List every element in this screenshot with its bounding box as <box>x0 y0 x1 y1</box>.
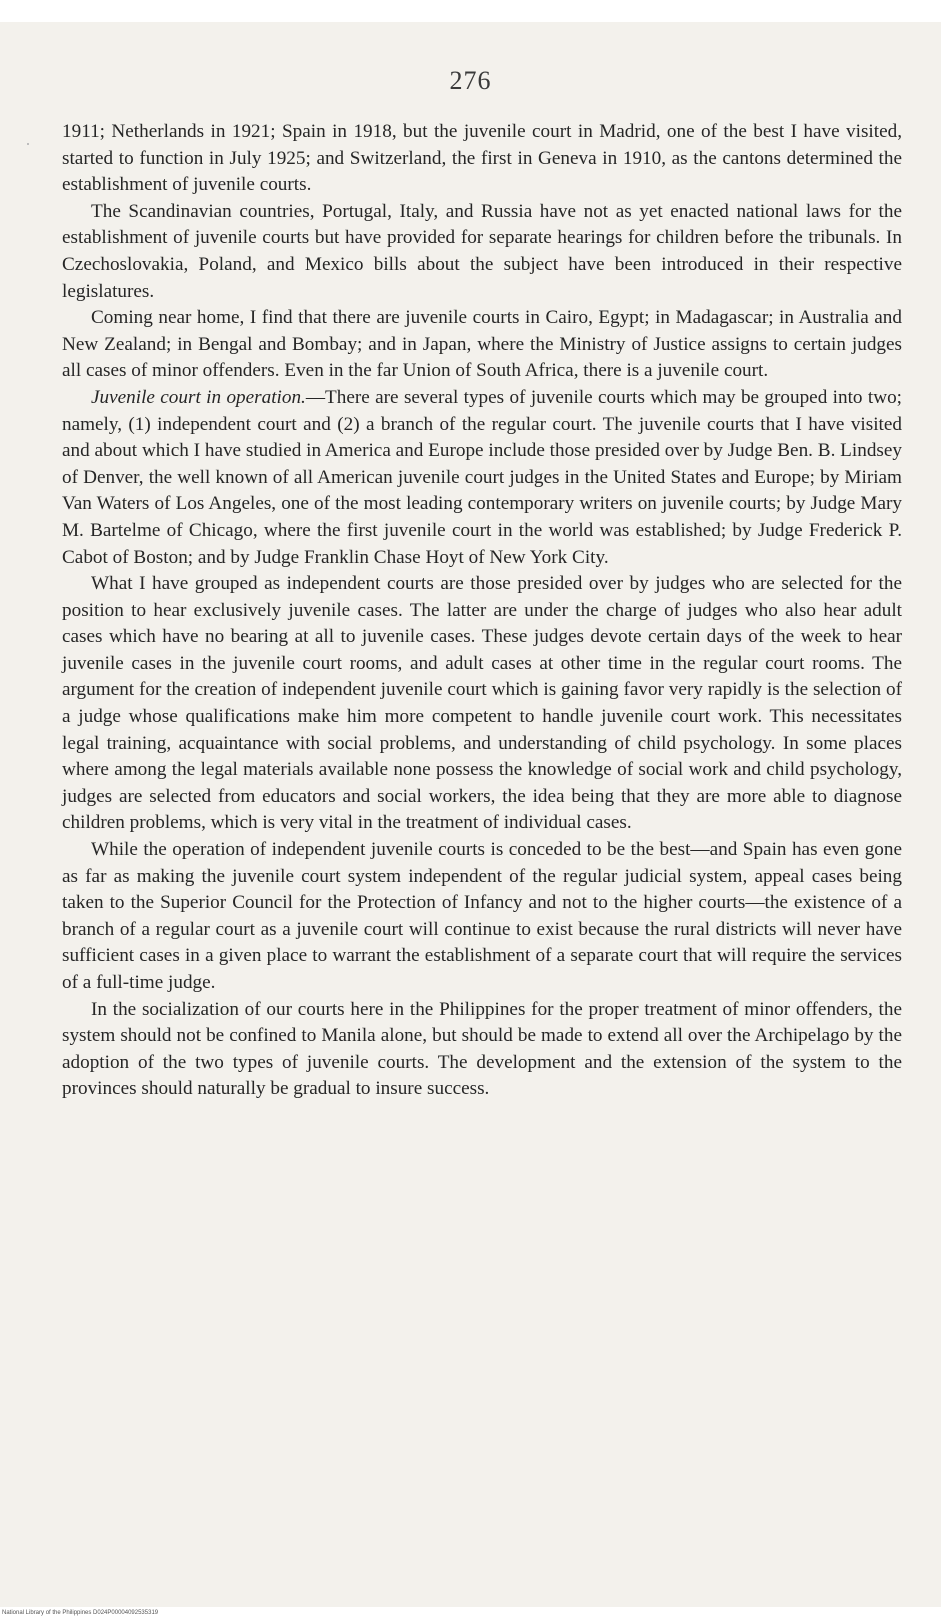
paragraph-3: Coming near home, I find that there are juvenile courts in Cairo, Egypt; in Madagascar; in Australia and New Zealand; in Bengal and Bombay; and in Japan, where the Ministry of Justice assigns to certain judges all cases of minor offenders. Even in the far Union of South Africa, there is a juvenile court. <box>62 307 902 382</box>
paragraph-4 <box>62 385 902 571</box>
body-text <box>62 119 902 1103</box>
scan-footer: National Library of the Philippines D024P00004092535319 <box>2 1610 159 1616</box>
paragraph-2: The Scandinavian countries, Portugal, Italy, and Russia have not as yet enacted national laws for the establishment of juvenile courts but have provided for separate hearings for children before the tribunals. In Czechoslovakia, Poland, and Mexico bills about the subject have been introduced in their respective legislatures. <box>62 200 902 302</box>
paragraph-7: In the socialization of our courts here in the Philippines for the proper treatment of minor offenders, the system should not be confined to Manila alone, but should be made to extend all over the Archipelago by the adoption of the two types of juvenile courts. The development and the extension of the system to the provinces should naturally be gradual to insure success. <box>62 998 902 1100</box>
scan-speck <box>27 143 29 145</box>
paragraph-4-text: —There are several types of juvenile courts which may be grouped into two; namely, (1) independent court and (2) a branch of the regular court. The juvenile courts that I have visited and about which I have studied in America and Europe include those presided over by Judge Ben. B. Lindsey of Denver, the well known of all American juvenile court judges in the United States and Europe; by Miriam Van Waters of Los Angeles, one of the most leading contemporary writers on juvenile courts; by Judge Mary M. Bartelme of Chicago, where the first juvenile court in the world was established; by Judge Frederick P. Cabot of Boston; and by Judge Franklin Chase Hoyt of New York City. <box>62 386 902 568</box>
section-heading: Juvenile court in operation. <box>91 386 306 408</box>
paragraph-5: What I have grouped as independent courts are those presided over by judges who are selected for the position to hear exclusively juvenile cases. The latter are under the charge of judges who also hear adult cases which have no bearing at all to juvenile cases. These judges devote certain days of the week to hear juvenile cases in the juvenile court rooms, and adult cases at other time in the regular court rooms. The argument for the creation of independent juvenile court which is gaining favor very rapidly is the selection of a judge whose qualifications make him more competent to handle juvenile court work. This necessitates legal training, acquaintance with social problems, and understanding of child psychology. In some places where among the legal materials available none possess the knowledge of social work and child psychology, judges are selected from educators and social workers, the idea being that they are more able to diagnose children problems, which is very vital in the treatment of individual cases. <box>62 573 902 834</box>
paragraph-1: 1911; Netherlands in 1921; Spain in 1918, but the juvenile court in Madrid, one of the best I have visited, started to function in July 1925; and Switzerland, the first in Geneva in 1910, as the cantons determined the establishment of juvenile courts. <box>62 121 902 196</box>
scanned-page <box>0 22 941 1607</box>
page-number: 276 <box>449 66 492 95</box>
paragraph-6: While the operation of independent juvenile courts is conceded to be the best—and Spain has even gone as far as making the juvenile court system independent of the regular judicial system, appeal cases being taken to the Superior Council for the Protection of Infancy and not to the higher courts—the existence of a branch of a regular court as a juvenile court will continue to exist because the rural districts will never have sufficient cases in a given place to warrant the establishment of a separate court that will require the services of a full-time judge. <box>62 839 902 993</box>
